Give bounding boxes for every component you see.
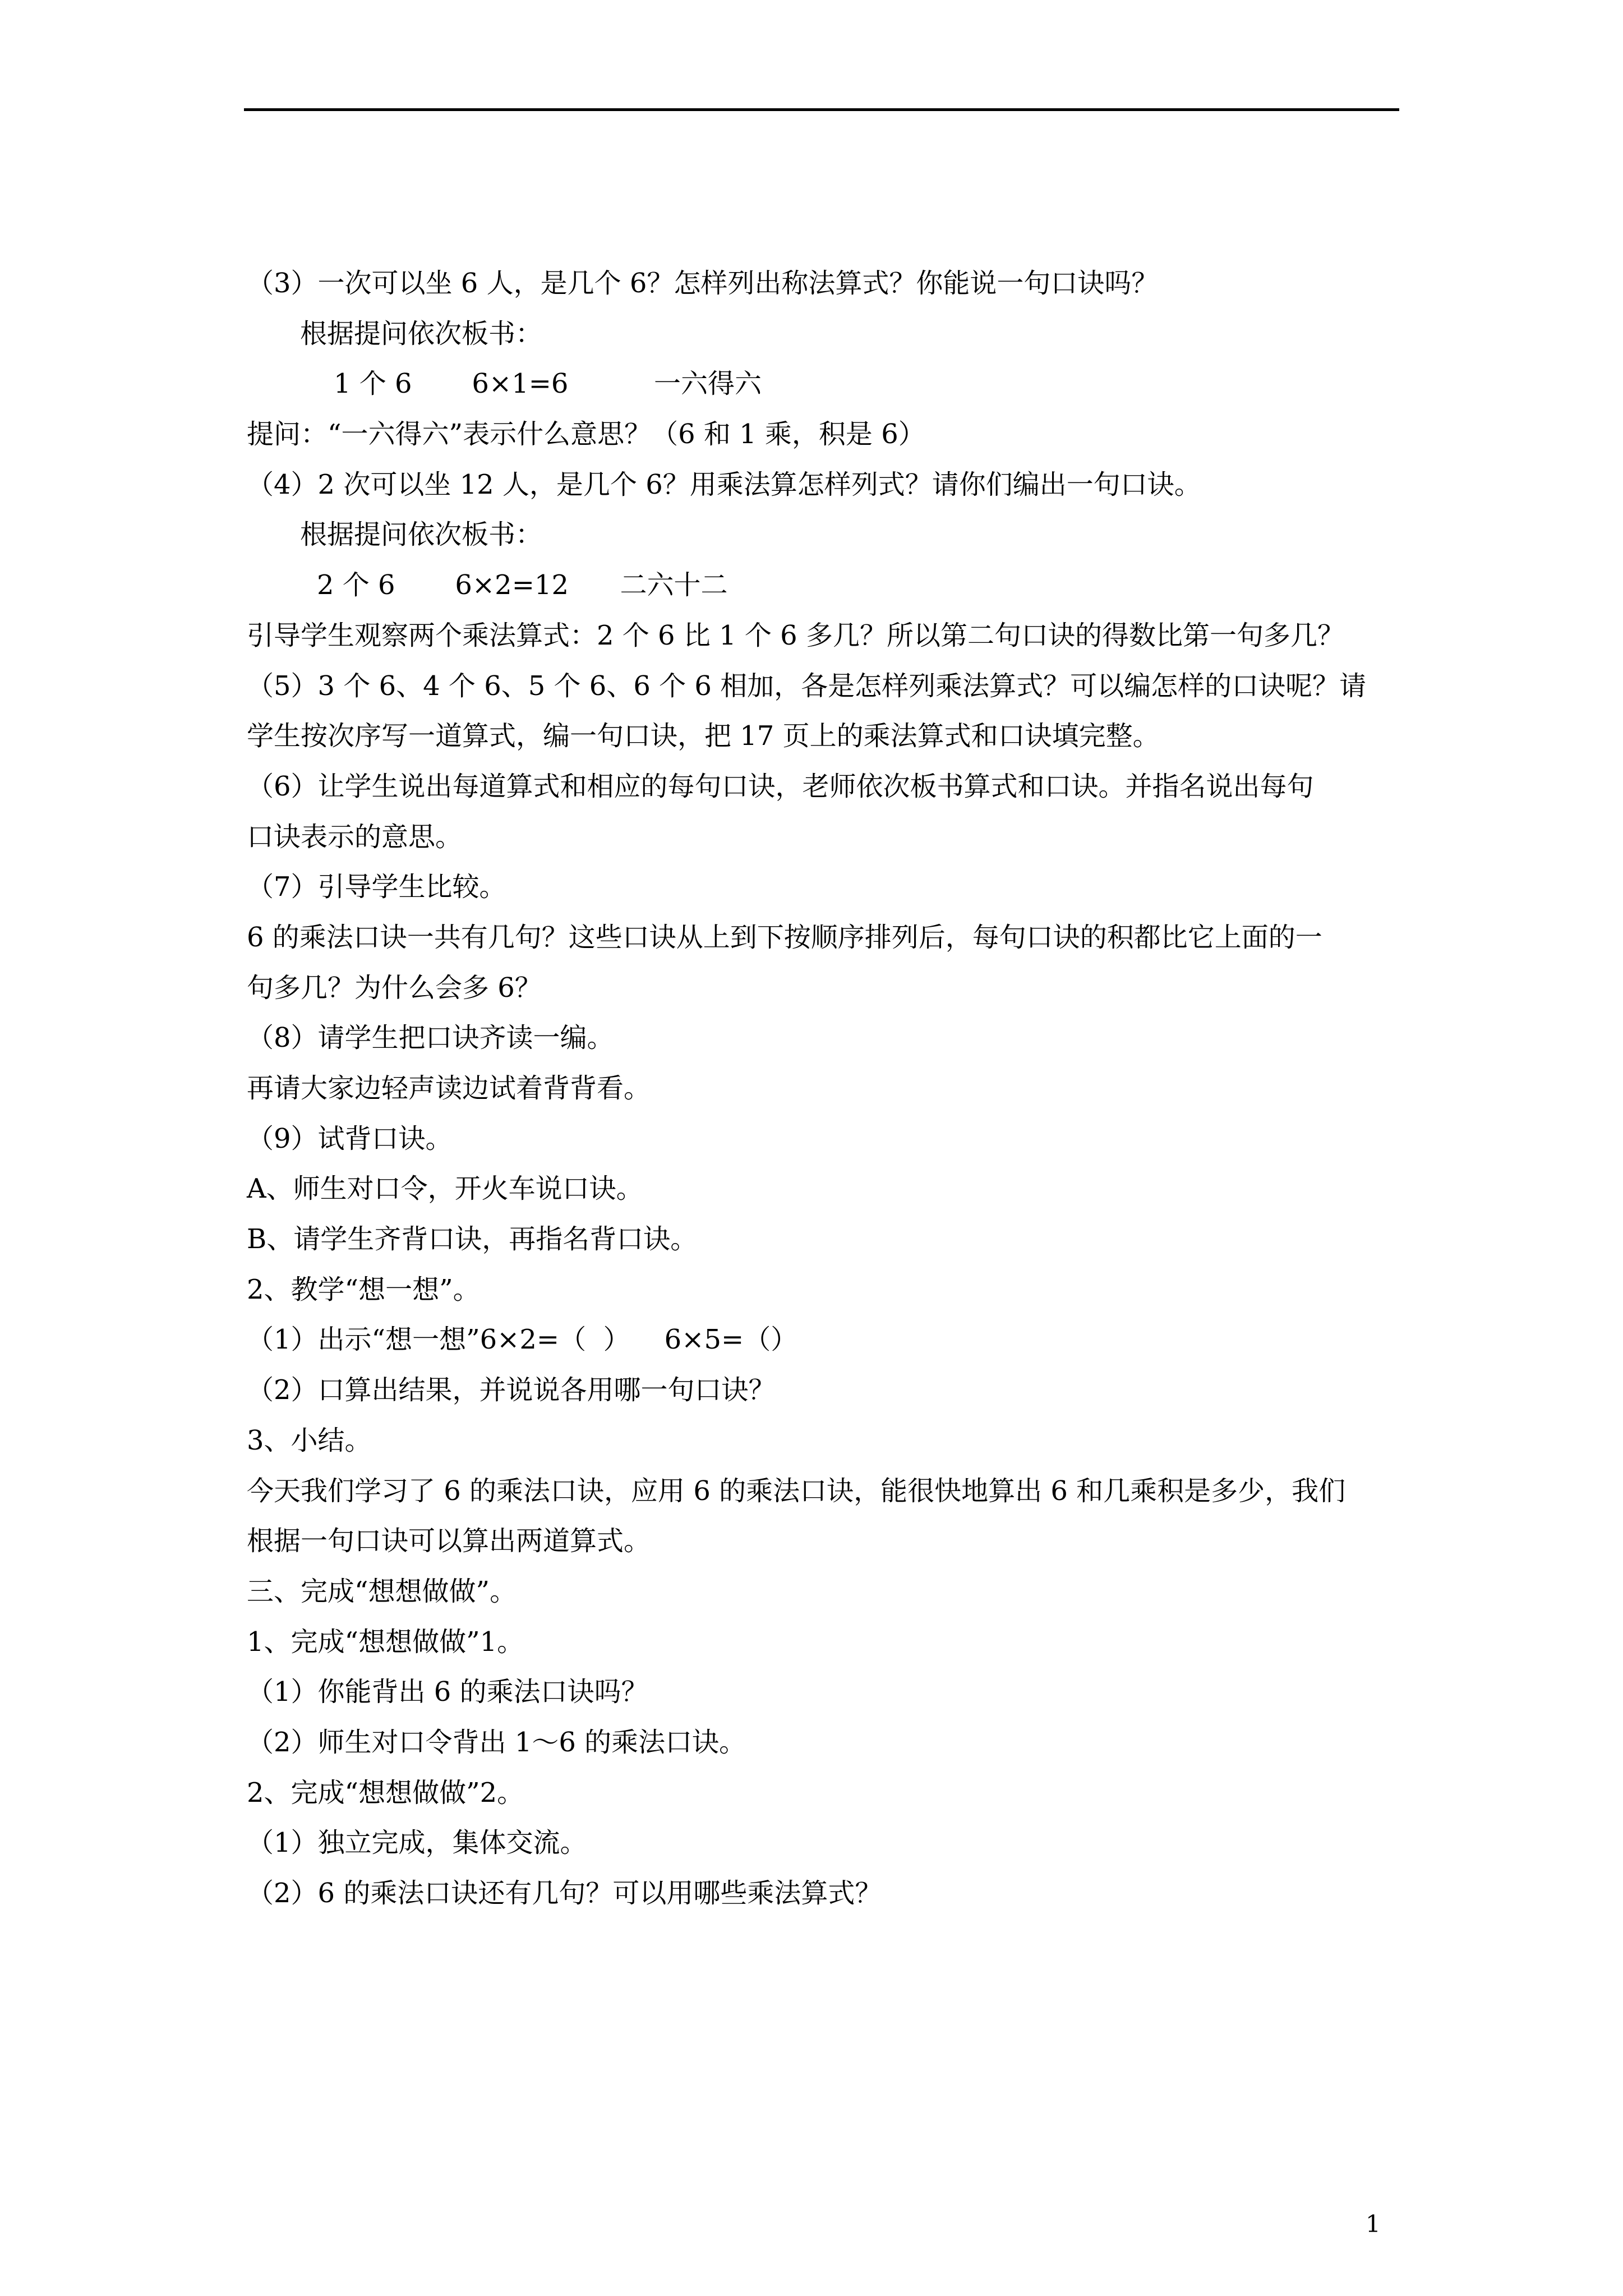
text-line: 提问：“一六得六”表示什么意思？（6 和 1 乘，积是 6） [247, 418, 925, 450]
page-number: 1 [1366, 2210, 1381, 2238]
text-line: （6）让学生说出每道算式和相应的每句口诀，老师依次板书算式和口诀。并指名说出每句 [247, 770, 1314, 802]
text-line: 1 个 6 6×1=6 一六得六 [334, 368, 762, 400]
text-line: 今天我们学习了 6 的乘法口诀，应用 6 的乘法口诀，能很快地算出 6 和几乘积是多少，我们 [247, 1475, 1346, 1507]
text-line: （7）引导学生比较。 [247, 871, 506, 903]
text-line: （3）一次可以坐 6 人，是几个 6？怎样列出称法算式？你能说一句口诀吗？ [247, 268, 1159, 299]
text-line: A、师生对口令，开火车说口诀。 [247, 1173, 643, 1205]
text-line: 三、完成“想想做做”。 [247, 1575, 517, 1607]
text-line: 2 个 6 6×2=12 二六十二 [317, 569, 728, 601]
text-line: 口诀表示的意思。 [247, 821, 463, 853]
text-line: （1）你能背出 6 的乘法口诀吗？ [247, 1676, 648, 1708]
text-line: （9）试背口诀。 [247, 1122, 453, 1154]
text-line: 2、教学“想一想”。 [247, 1273, 480, 1305]
text-line: （4）2 次可以坐 12 人，是几个 6？用乘法算怎样列式？请你们编出一句口诀。 [247, 468, 1201, 500]
text-line: （2）师生对口令背出 1～6 的乘法口诀。 [247, 1726, 746, 1758]
text-line: 根据提问依次板书： [300, 318, 543, 349]
text-line: 根据一句口诀可以算出两道算式。 [247, 1525, 651, 1557]
text-line: 引导学生观察两个乘法算式：2 个 6 比 1 个 6 多几？所以第二句口诀的得数比第一句多几？ [247, 619, 1344, 651]
text-line: （1）出示“想一想”6×2=（ ） 6×5=（） [247, 1324, 798, 1356]
text-line: 再请大家边轻声读边试着背背看。 [247, 1073, 651, 1104]
text-line: （2）6 的乘法口诀还有几句？可以用哪些乘法算式？ [247, 1878, 882, 1909]
header-rule [244, 108, 1399, 111]
text-line: 1、完成“想想做做”1。 [247, 1626, 524, 1658]
text-line: 根据提问依次板书： [300, 519, 543, 551]
text-line: 2、完成“想想做做”2。 [247, 1777, 524, 1809]
text-line: 句多几？为什么会多 6？ [247, 972, 542, 1004]
text-line: （8）请学生把口诀齐读一编。 [247, 1022, 614, 1054]
text-line: 6 的乘法口诀一共有几句？这些口诀从上到下按顺序排列后，每句口诀的积都比它上面的一 [247, 921, 1322, 953]
text-line: 3、小结。 [247, 1424, 372, 1456]
text-line: （1）独立完成，集体交流。 [247, 1827, 587, 1859]
text-line: B、请学生齐背口诀，再指名背口诀。 [247, 1223, 698, 1255]
text-line: （2）口算出结果，并说说各用哪一句口诀？ [247, 1374, 776, 1406]
text-line: （5）3 个 6、4 个 6、5 个 6、6 个 6 相加，各是怎样列乘法算式？可以编怎样的口诀呢？请 [247, 670, 1367, 702]
text-line: 学生按次序写一道算式，编一句口诀，把 17 页上的乘法算式和口诀填完整。 [247, 720, 1160, 752]
document-body [247, 259, 1402, 1919]
